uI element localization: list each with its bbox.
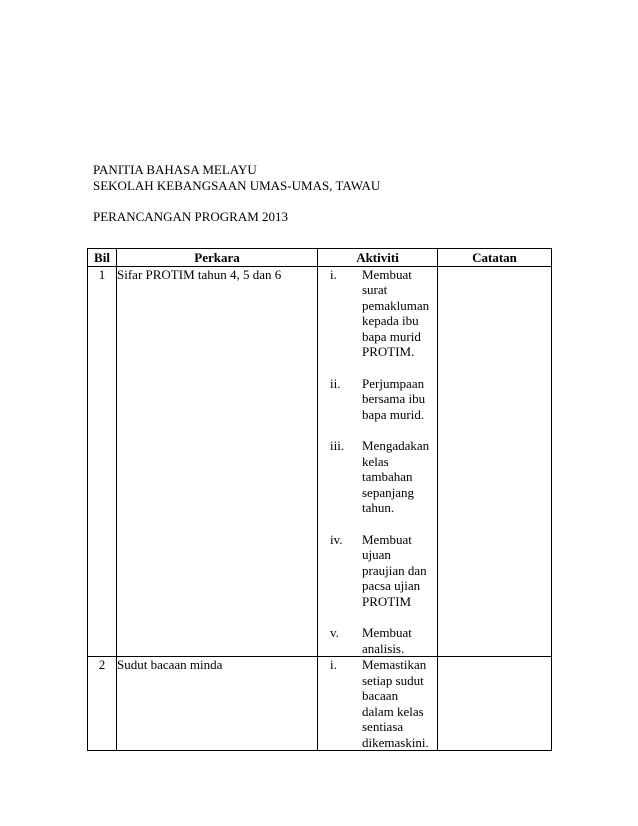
row-perkara: Sudut bacaan minda	[117, 657, 318, 751]
activity-text-line: analisis.	[362, 640, 405, 656]
activity-number: iii.	[330, 438, 345, 453]
table-row	[88, 266, 552, 657]
activity-text-line: tahun.	[362, 500, 395, 515]
activity-text-line: pemakluman	[362, 297, 430, 313]
committee-title: PANITIA BAHASA MELAYU	[93, 162, 257, 177]
activity-text	[362, 625, 429, 656]
activity-text-line: Memastikan	[362, 657, 427, 672]
activity-text-line: tambahan	[362, 469, 413, 484]
activity-text-line: bersama ibu	[362, 391, 426, 406]
activity-text-line: setiap sudut	[362, 672, 424, 688]
row-perkara: Sifar PROTIM tahun 4, 5 dan 6	[117, 266, 318, 657]
activity-text	[362, 532, 429, 610]
header-perkara: Perkara	[117, 249, 318, 267]
activity-text-line: pacsa ujian	[362, 578, 421, 593]
row-aktiviti	[318, 266, 438, 657]
activity-text-line: ujuan	[362, 547, 391, 562]
activity-text-line: Perjumpaan	[362, 375, 425, 391]
activity-text-line: sentiasa	[362, 719, 404, 734]
activity-item	[318, 657, 437, 750]
header-catatan: Catatan	[438, 249, 552, 267]
activity-text-line: dikemaskini.	[362, 734, 429, 750]
activity-number: ii.	[330, 375, 341, 391]
activity-text-line: bapa murid	[362, 328, 421, 344]
activity-item	[318, 267, 437, 360]
activity-number: v.	[330, 625, 339, 640]
activity-text-line: bacaan	[362, 688, 399, 703]
activity-text	[362, 376, 429, 423]
activity-text-line: PROTIM.	[362, 344, 415, 359]
activity-text	[362, 657, 429, 750]
activity-number: iv.	[330, 531, 343, 547]
program-table	[87, 248, 552, 751]
table-header-row	[88, 249, 552, 267]
row-aktiviti	[318, 657, 438, 751]
activity-text-line: Mengadakan	[362, 438, 430, 453]
row-number: 2	[88, 657, 117, 751]
header-aktiviti: Aktiviti	[318, 249, 438, 267]
activity-number: i.	[330, 657, 337, 672]
table-row	[88, 657, 552, 751]
school-name: SEKOLAH KEBANGSAAN UMAS-UMAS, TAWAU	[93, 178, 381, 193]
activity-number: i.	[330, 266, 337, 282]
activity-text-line: surat	[362, 282, 388, 297]
row-number: 1	[88, 266, 117, 657]
activity-text-line: praujian dan	[362, 562, 427, 578]
activity-text-line: dalam kelas	[362, 703, 424, 719]
activity-item	[318, 376, 437, 423]
header-bil: Bil	[88, 249, 117, 267]
row-catatan	[438, 657, 552, 751]
activity-text-line: Membuat	[362, 266, 412, 282]
activity-text-line: Membuat	[362, 625, 412, 640]
activity-text-line: kepada ibu	[362, 313, 419, 328]
activity-item	[318, 438, 437, 516]
activity-text-line: kelas	[362, 453, 389, 469]
table-body	[88, 266, 552, 751]
program-plan-title: PERANCANGAN PROGRAM 2013	[93, 209, 289, 224]
activity-text-line: Membuat	[362, 531, 412, 547]
row-catatan	[438, 266, 552, 657]
activity-text-line: bapa murid.	[362, 406, 425, 422]
activity-text	[362, 267, 429, 360]
activity-text-line: sepanjang	[362, 484, 414, 500]
activity-item	[318, 532, 437, 610]
activity-item	[318, 625, 437, 656]
activity-text-line: PROTIM	[362, 593, 412, 609]
activity-text	[362, 438, 429, 516]
